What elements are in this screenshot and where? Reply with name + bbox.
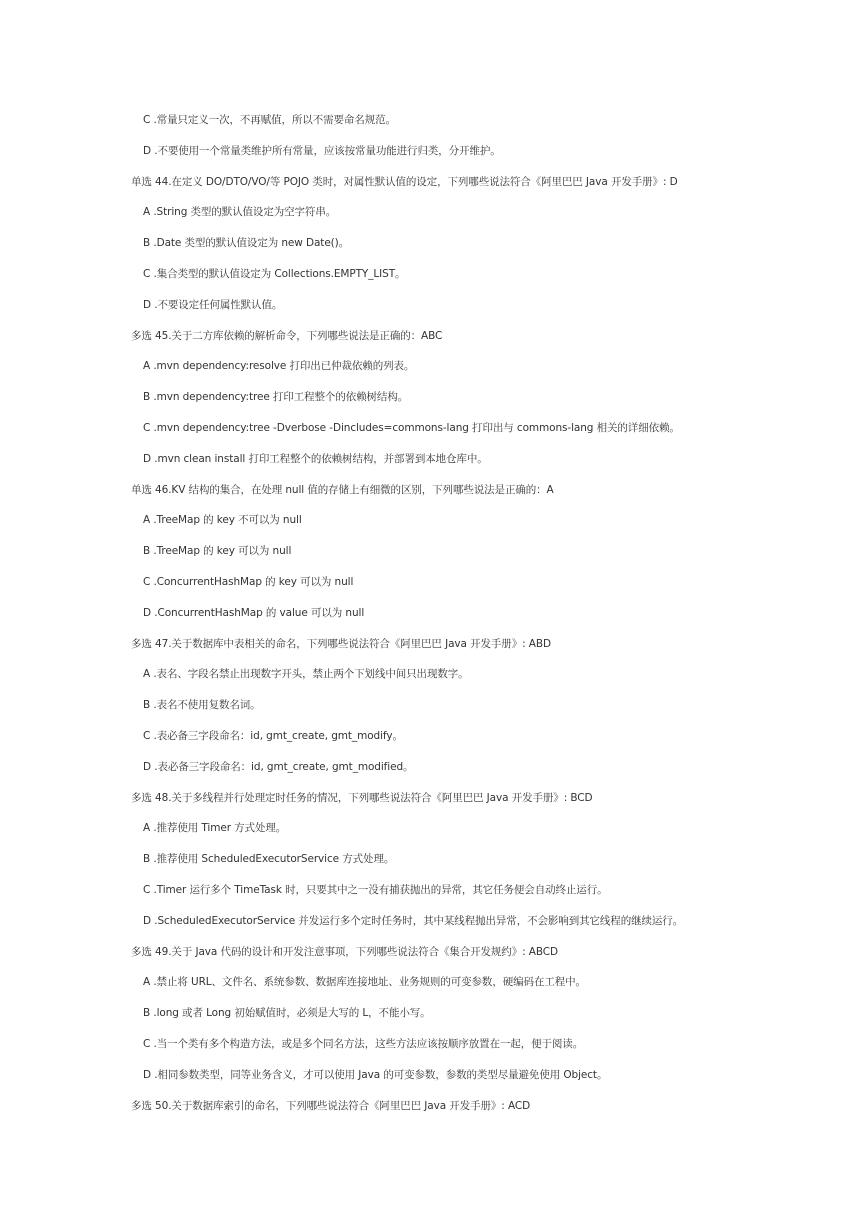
question-line: 多选 47.关于数据库中表相关的命名，下列哪些说法符合《阿里巴巴 Java 开发手册》: ABD (131, 637, 551, 650)
option-line: A .推荐使用 Timer 方式处理。 (143, 822, 287, 835)
question-line: 多选 45.关于二方库依赖的解析命令，下列哪些说法是正确的：ABC (131, 329, 443, 342)
option-line: D .不要设定任何属性默认值。 (143, 298, 283, 311)
option-line: D .相同参数类型，同等业务含义，才可以使用 Java 的可变参数，参数的类型尽量避免使用 Object。 (143, 1068, 608, 1081)
question-line: 多选 49.关于 Java 代码的设计和开发注意事项，下列哪些说法符合《集合开发规约》: ABCD (131, 945, 558, 958)
option-line: B .TreeMap 的 key 可以为 null (143, 545, 292, 558)
option-line: A .mvn dependency:resolve 打印出已仲裁依赖的列表。 (143, 360, 415, 373)
question-line: 单选 44.在定义 DO/DTO/VO/等 POJO 类时，对属性默认值的设定，下列哪些说法符合《阿里巴巴 Java 开发手册》: D (131, 175, 678, 188)
option-line: B .long 或者 Long 初始赋值时，必须是大写的 L，不能小写。 (143, 1007, 431, 1020)
option-line: A .TreeMap 的 key 不可以为 null (143, 514, 302, 527)
option-line: D .不要使用一个常量类维护所有常量，应该按常量功能进行归类，分开维护。 (143, 144, 501, 157)
option-line: B .Date 类型的默认值设定为 new Date()。 (143, 237, 350, 250)
option-line: C .Timer 运行多个 TimeTask 时，只要其中之一没有捕获抛出的异常，其它任务便会自动终止运行。 (143, 884, 608, 896)
option-line: C .ConcurrentHashMap 的 key 可以为 null (143, 576, 354, 588)
option-line: C .mvn dependency:tree -Dverbose -Dincludes=commons-lang 打印出与 commons-lang 相关的详细依赖。 (143, 422, 680, 434)
question-line: 多选 50.关于数据库索引的命名，下列哪些说法符合《阿里巴巴 Java 开发手册》: ACD (131, 1099, 531, 1112)
option-line: D .ConcurrentHashMap 的 value 可以为 null (143, 606, 365, 619)
option-line: C .表必备三字段命名：id, gmt_create, gmt_modify。 (143, 730, 403, 742)
option-line: D .ScheduledExecutorService 并发运行多个定时任务时，其中某线程抛出异常，不会影响到其它线程的继续运行。 (143, 914, 684, 927)
option-line: A .String 类型的默认值设定为空字符串。 (143, 206, 337, 219)
option-line: B .mvn dependency:tree 打印工程整个的依赖树结构。 (143, 391, 409, 404)
question-line: 多选 48.关于多线程并行处理定时任务的情况，下列哪些说法符合《阿里巴巴 Java 开发手册》: BCD (131, 791, 593, 804)
option-line: B .推荐使用 ScheduledExecutorService 方式处理。 (143, 853, 395, 866)
option-line: C .当一个类有多个构造方法，或是多个同名方法，这些方法应该按顺序放置在一起，便于阅读。 (143, 1038, 584, 1050)
option-line: D .表必备三字段命名：id, gmt_create, gmt_modified。 (143, 760, 414, 773)
option-line: C .集合类型的默认值设定为 Collections.EMPTY_LIST。 (143, 268, 406, 280)
option-line: B .表名不使用复数名词。 (143, 699, 261, 712)
option-line: D .mvn clean install 打印工程整个的依赖树结构，并部署到本地仓库中。 (143, 452, 488, 465)
option-line: A .表名、字段名禁止出现数字开头，禁止两个下划线中间只出现数字。 (143, 668, 469, 681)
question-line: 单选 46.KV 结构的集合，在处理 null 值的存储上有细微的区别，下列哪些说法是正确的：A (131, 483, 554, 496)
option-line: C .常量只定义一次，不再赋值，所以不需要命名规范。 (143, 114, 396, 126)
option-line: A .禁止将 URL、文件名、系统参数、数据库连接地址、业务规则的可变参数，硬编码在工程中。 (143, 976, 586, 989)
